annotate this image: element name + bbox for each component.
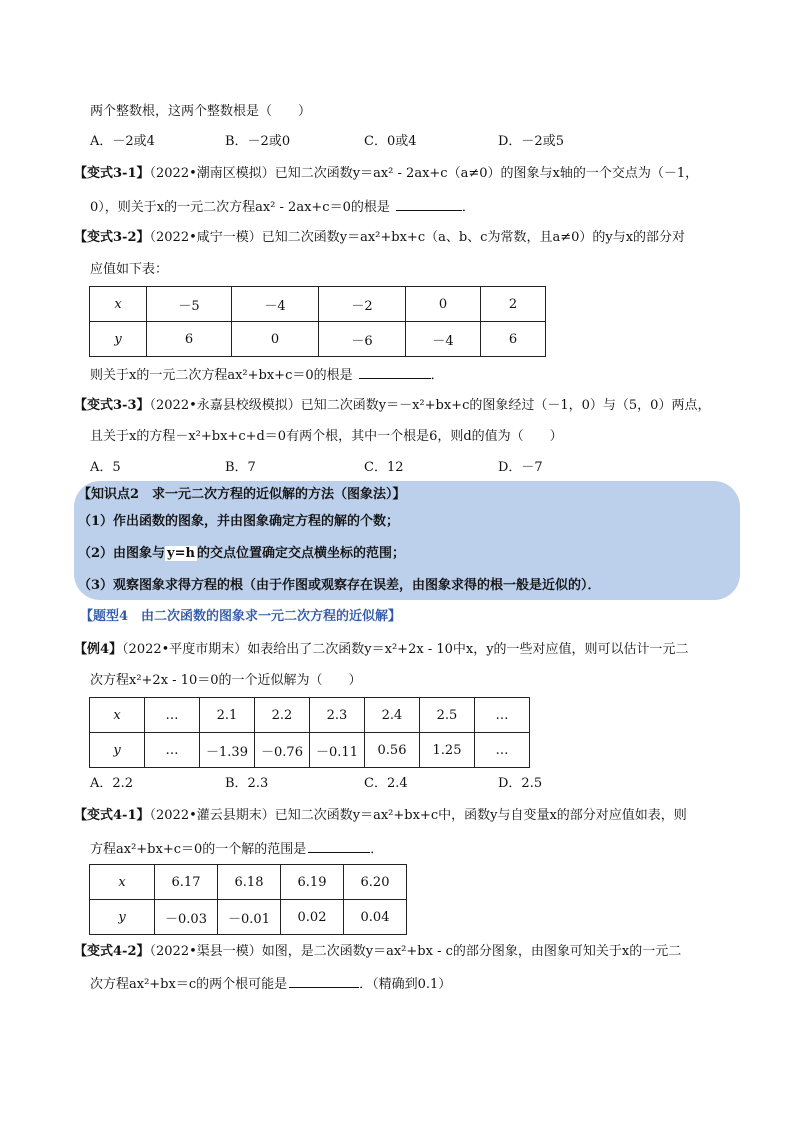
value-table-4-1 [89, 864, 407, 935]
variant-3-3-line2: 且关于x的方程－x²+bx+c+d＝0有两个根，其中一个根是6，则d的值为（ ） [90, 429, 563, 444]
option-d: D．－7 [498, 460, 543, 475]
answer-blank [308, 838, 370, 853]
knowledge-point-2: （2）由图象与 y=h 的交点位置确定交点横坐标的范围； [78, 546, 405, 561]
table-row: y 6 0 －6 －4 6 [90, 322, 546, 357]
variant-3-3-line1: 【变式3-3】（2022•永嘉县校级模拟）已知二次函数y＝－x²+bx+c的图象经过（－1，0）与（5，0）两点， [74, 398, 711, 413]
table-row: x 6.17 6.18 6.19 6.20 [90, 865, 407, 900]
variant-3-1-line1: 【变式3-1】（2022•潮南区模拟）已知二次函数y＝ax² - 2ax+c（a≠0）的图象与x轴的一个交点为（－1， [74, 166, 699, 181]
option-a: A．2.2 [90, 776, 134, 791]
variant-tag: 【变式3-2】 [74, 230, 150, 245]
variant-tag: 【变式4-2】 [74, 944, 150, 959]
variant-4-2-line2: 次方程ax²+bx＝c的两个根可能是 ．（精确到0.1） [90, 973, 451, 995]
example-4-line1: 【例4】（2022•平度市期末）如表给出了二次函数y＝x²+2x - 10中x，y的一些对应值，则可以估计一元二 [74, 642, 689, 657]
variant-3-2-line1: 【变式3-2】（2022•咸宁一模）已知二次函数y＝ax²+bx+c（a、b、c为常数，且a≠0）的y与x的部分对 [74, 230, 686, 245]
variant-tag: 【变式3-3】 [74, 398, 150, 413]
value-table-3-2 [89, 286, 546, 357]
variant-3-2-question: 则关于x的一元二次方程ax²+bx+c＝0的根是 ． [90, 364, 444, 386]
variant-3-1-line2: 0），则关于x的一元二次方程ax² - 2ax+c＝0的根是 ． [90, 196, 475, 218]
option-c: C．2.4 [364, 776, 408, 791]
table-row: y … －1.39 －0.76 －0.11 0.56 1.25 … [90, 733, 530, 768]
question-text: 两个整数根，这两个整数根是（ ） [90, 104, 312, 119]
table-row: x … 2.1 2.2 2.3 2.4 2.5 … [90, 698, 530, 733]
table-row: y －0.03 －0.01 0.02 0.04 [90, 900, 407, 935]
option-b: B．7 [225, 460, 256, 475]
answer-options [90, 774, 690, 794]
table-row: x －5 －4 －2 0 2 [90, 287, 546, 322]
knowledge-point-1: （1）作出函数的图象，并由图象确定方程的解的个数； [78, 514, 400, 529]
option-c: C．0或4 [364, 134, 417, 149]
variant-4-1-line2: 方程ax²+bx+c＝0的一个解的范围是 ． [90, 838, 383, 860]
example-tag: 【例4】 [74, 642, 123, 657]
variant-3-2-line2: 应值如下表： [90, 262, 169, 277]
option-b: B．－2或0 [225, 134, 291, 149]
option-d: D．2.5 [498, 776, 543, 791]
section-heading: 【题型4 由二次函数的图象求一元二次方程的近似解】 [80, 609, 402, 624]
variant-4-1-line1: 【变式4-1】（2022•灌云县期末）已知二次函数y＝ax²+bx+c中，函数y与自变量x的部分对应值如表，则 [74, 808, 687, 823]
variant-tag: 【变式3-1】 [74, 166, 150, 181]
example-4-line2: 次方程x²+2x - 10＝0的一个近似解为（ ） [90, 673, 362, 688]
variant-4-2-line1: 【变式4-2】（2022•渠县一模）如图，是二次函数y＝ax²+bx - c的部分图象，由图象可知关于x的一元二 [74, 944, 682, 959]
knowledge-title: 【知识点2 求一元二次方程的近似解的方法（图象法）】 [78, 487, 406, 502]
option-a: A．5 [90, 460, 121, 475]
highlight: y=h [167, 546, 195, 561]
option-a: A．－2或4 [90, 134, 155, 149]
answer-options [90, 458, 690, 478]
knowledge-point-3: （3）观察图象求得方程的根（由于作图或观察存在误差，由图象求得的根一般是近似的）． [78, 578, 601, 593]
option-b: B．2.3 [225, 776, 269, 791]
answer-blank [289, 973, 359, 988]
answer-blank [396, 196, 462, 211]
value-table-ex4 [89, 697, 530, 768]
answer-blank [359, 364, 431, 379]
option-d: D．－2或5 [498, 134, 564, 149]
answer-options [90, 132, 690, 152]
option-c: C．12 [364, 460, 404, 475]
variant-tag: 【变式4-1】 [74, 808, 150, 823]
